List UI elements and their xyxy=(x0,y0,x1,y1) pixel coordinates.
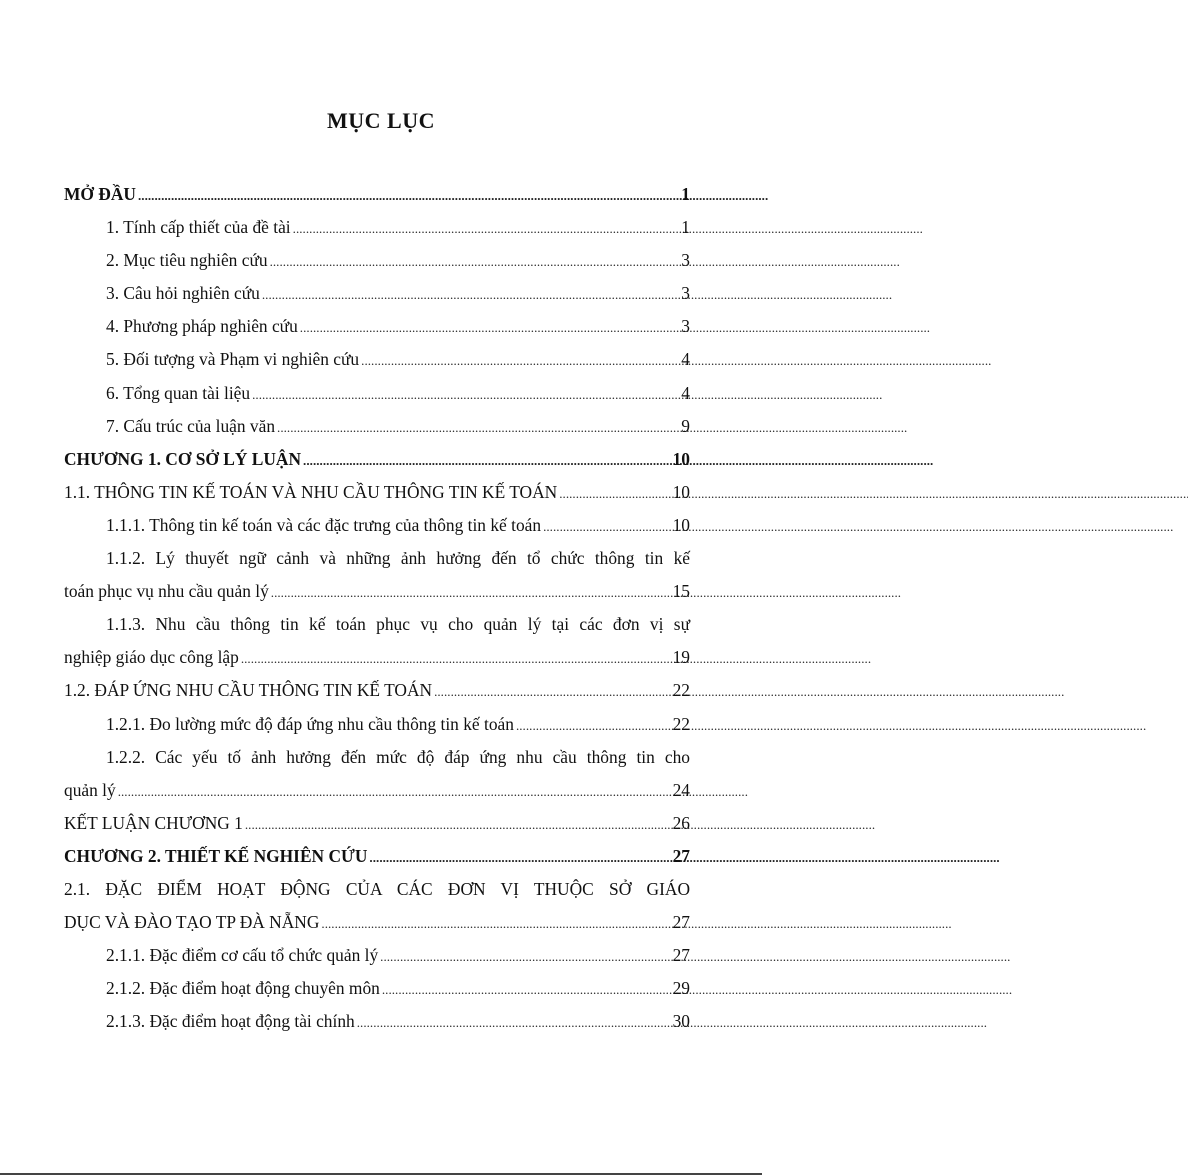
dot-leader xyxy=(241,641,671,675)
toc-entry-2-1-line1: 2.1. ĐẶC ĐIỂM HOẠT ĐỘNG CỦA CÁC ĐƠN VỊ THUỘC SỞ GIÁO xyxy=(64,878,690,899)
toc-entry-5 xyxy=(64,343,690,376)
toc-page-number: 15 xyxy=(672,581,690,602)
toc-page-number: 22 xyxy=(672,713,690,734)
toc-entry-label: 2. Mục tiêu nghiên cứu xyxy=(106,250,268,271)
toc-entry-1-1-3-line2 xyxy=(64,641,690,674)
toc-page-number: 19 xyxy=(672,647,690,668)
toc-entry-2 xyxy=(64,244,690,277)
toc-entry-label: quản lý xyxy=(64,779,116,800)
toc-entry-chapter-1 xyxy=(64,443,690,476)
toc-entry-label: 2.1.2. Đặc điểm hoạt động chuyên môn xyxy=(106,978,380,999)
toc-page-number: 10 xyxy=(672,448,690,469)
toc-entry-1-1-1 xyxy=(64,509,690,542)
toc-page-number: 10 xyxy=(672,481,690,502)
toc-entry-4 xyxy=(64,310,690,343)
toc-entry-chapter-2 xyxy=(64,840,690,873)
toc-page-number: 30 xyxy=(672,1011,690,1032)
toc-entry-2-1-line2 xyxy=(64,906,690,939)
toc-page-number: 27 xyxy=(672,912,690,933)
dot-leader xyxy=(271,575,671,609)
toc-page-number: 4 xyxy=(681,349,690,370)
toc-entry-1-2-1 xyxy=(64,708,690,741)
toc-entry-label: 6. Tổng quan tài liệu xyxy=(106,382,251,403)
toc-page-number: 29 xyxy=(672,978,690,999)
toc-page-number: 9 xyxy=(681,415,690,436)
page-title: MỤC LỤC xyxy=(327,108,435,133)
toc-entry-label: CHƯƠNG 1. CƠ SỞ LÝ LUẬN xyxy=(64,448,302,469)
dot-leader xyxy=(303,443,671,477)
dot-leader xyxy=(543,509,671,543)
toc-entry-1-2-2-line2 xyxy=(64,774,690,807)
toc-page-number: 10 xyxy=(672,514,690,535)
toc-entry-7 xyxy=(64,410,690,443)
dot-leader xyxy=(252,377,679,411)
toc-page-number: 1 xyxy=(681,184,690,204)
toc-entry-label: DỤC VÀ ĐÀO TẠO TP ĐÀ NẴNG xyxy=(64,912,320,933)
dot-leader xyxy=(357,1005,671,1039)
table-of-contents xyxy=(64,178,690,1038)
toc-entry-2-1-1 xyxy=(64,939,690,972)
toc-entry-label: nghiệp giáo dục công lập xyxy=(64,647,239,668)
dot-leader xyxy=(300,310,680,344)
toc-entry-3 xyxy=(64,277,690,310)
toc-entry-2-1-3 xyxy=(64,1005,690,1038)
dot-leader xyxy=(118,774,671,808)
dot-leader xyxy=(277,410,679,444)
toc-page-number: 22 xyxy=(672,680,690,701)
toc-page-number: 3 xyxy=(681,283,690,304)
toc-entry-2-1-2 xyxy=(64,972,690,1005)
toc-entry-mo-dau xyxy=(64,178,690,211)
toc-page-number: 27 xyxy=(672,945,690,966)
toc-entry-1-1-3-line1: 1.1.3. Nhu cầu thông tin kế toán phục vụ cho quản lý tại các đơn vị sự xyxy=(106,614,690,635)
dot-leader xyxy=(361,343,679,377)
toc-entry-label: 1.1.1. Thông tin kế toán và các đặc trưng của thông tin kế toán xyxy=(106,514,542,535)
dot-leader xyxy=(369,840,670,874)
toc-entry-1-1-2-line1: 1.1.2. Lý thuyết ngữ cảnh và những ảnh hưởng đến tổ chức thông tin kế xyxy=(106,548,690,569)
toc-page-number: 1 xyxy=(681,217,690,238)
toc-entry-label: 1.2. ĐÁP ỨNG NHU CẦU THÔNG TIN KẾ TOÁN xyxy=(64,680,433,701)
toc-entry-label: 2.1.3. Đặc điểm hoạt động tài chính xyxy=(106,1011,355,1032)
toc-entry-1-2-2-line1: 1.2.2. Các yếu tố ảnh hưởng đến mức độ đáp ứng nhu cầu thông tin cho xyxy=(106,746,690,767)
dot-leader xyxy=(516,708,671,742)
toc-entry-6 xyxy=(64,377,690,410)
dot-leader xyxy=(382,972,671,1006)
toc-entry-label: 2.1.1. Đặc điểm cơ cấu tổ chức quản lý xyxy=(106,945,379,966)
toc-page-number: 3 xyxy=(681,250,690,271)
dot-leader xyxy=(270,244,680,278)
toc-entry-label: 1. Tính cấp thiết của đề tài xyxy=(106,217,291,238)
toc-entry-label: 7. Cấu trúc của luận văn xyxy=(106,415,276,436)
toc-entry-label: toán phục vụ nhu cầu quản lý xyxy=(64,581,269,602)
toc-entry-1-1-2-line2 xyxy=(64,575,690,608)
toc-entry-1-1 xyxy=(64,476,690,509)
toc-page-number: 4 xyxy=(681,382,690,403)
toc-entry-label: CHƯƠNG 2. THIẾT KẾ NGHIÊN CỨU xyxy=(64,845,368,866)
toc-entry-1-2 xyxy=(64,674,690,707)
dot-leader xyxy=(434,674,671,708)
dot-leader xyxy=(138,178,679,212)
toc-entry-label: 5. Đối tượng và Phạm vi nghiên cứu xyxy=(106,349,360,370)
dot-leader xyxy=(293,211,680,245)
toc-page-number: 26 xyxy=(672,812,690,833)
toc-entry-label: MỞ ĐẦU xyxy=(64,184,136,204)
dot-leader xyxy=(245,807,671,841)
toc-entry-label: KẾT LUẬN CHƯƠNG 1 xyxy=(64,812,243,833)
toc-entry-label: 1.2.1. Đo lường mức độ đáp ứng nhu cầu thông tin kế toán xyxy=(106,713,514,734)
toc-entry-conclusion-1 xyxy=(64,807,690,840)
dot-leader xyxy=(559,476,670,510)
toc-entry-label: 1.1. THÔNG TIN KẾ TOÁN VÀ NHU CẦU THÔNG TIN KẾ TOÁN xyxy=(64,481,558,502)
toc-page-number: 27 xyxy=(672,845,690,866)
toc-page-number: 24 xyxy=(672,779,690,800)
dot-leader xyxy=(380,939,670,973)
toc-page-number: 3 xyxy=(681,316,690,337)
toc-entry-label: 3. Câu hỏi nghiên cứu xyxy=(106,283,260,304)
dot-leader xyxy=(321,906,670,940)
toc-entry-label: 4. Phương pháp nghiên cứu xyxy=(106,316,298,337)
toc-entry-1 xyxy=(64,211,690,244)
dot-leader xyxy=(262,277,679,311)
